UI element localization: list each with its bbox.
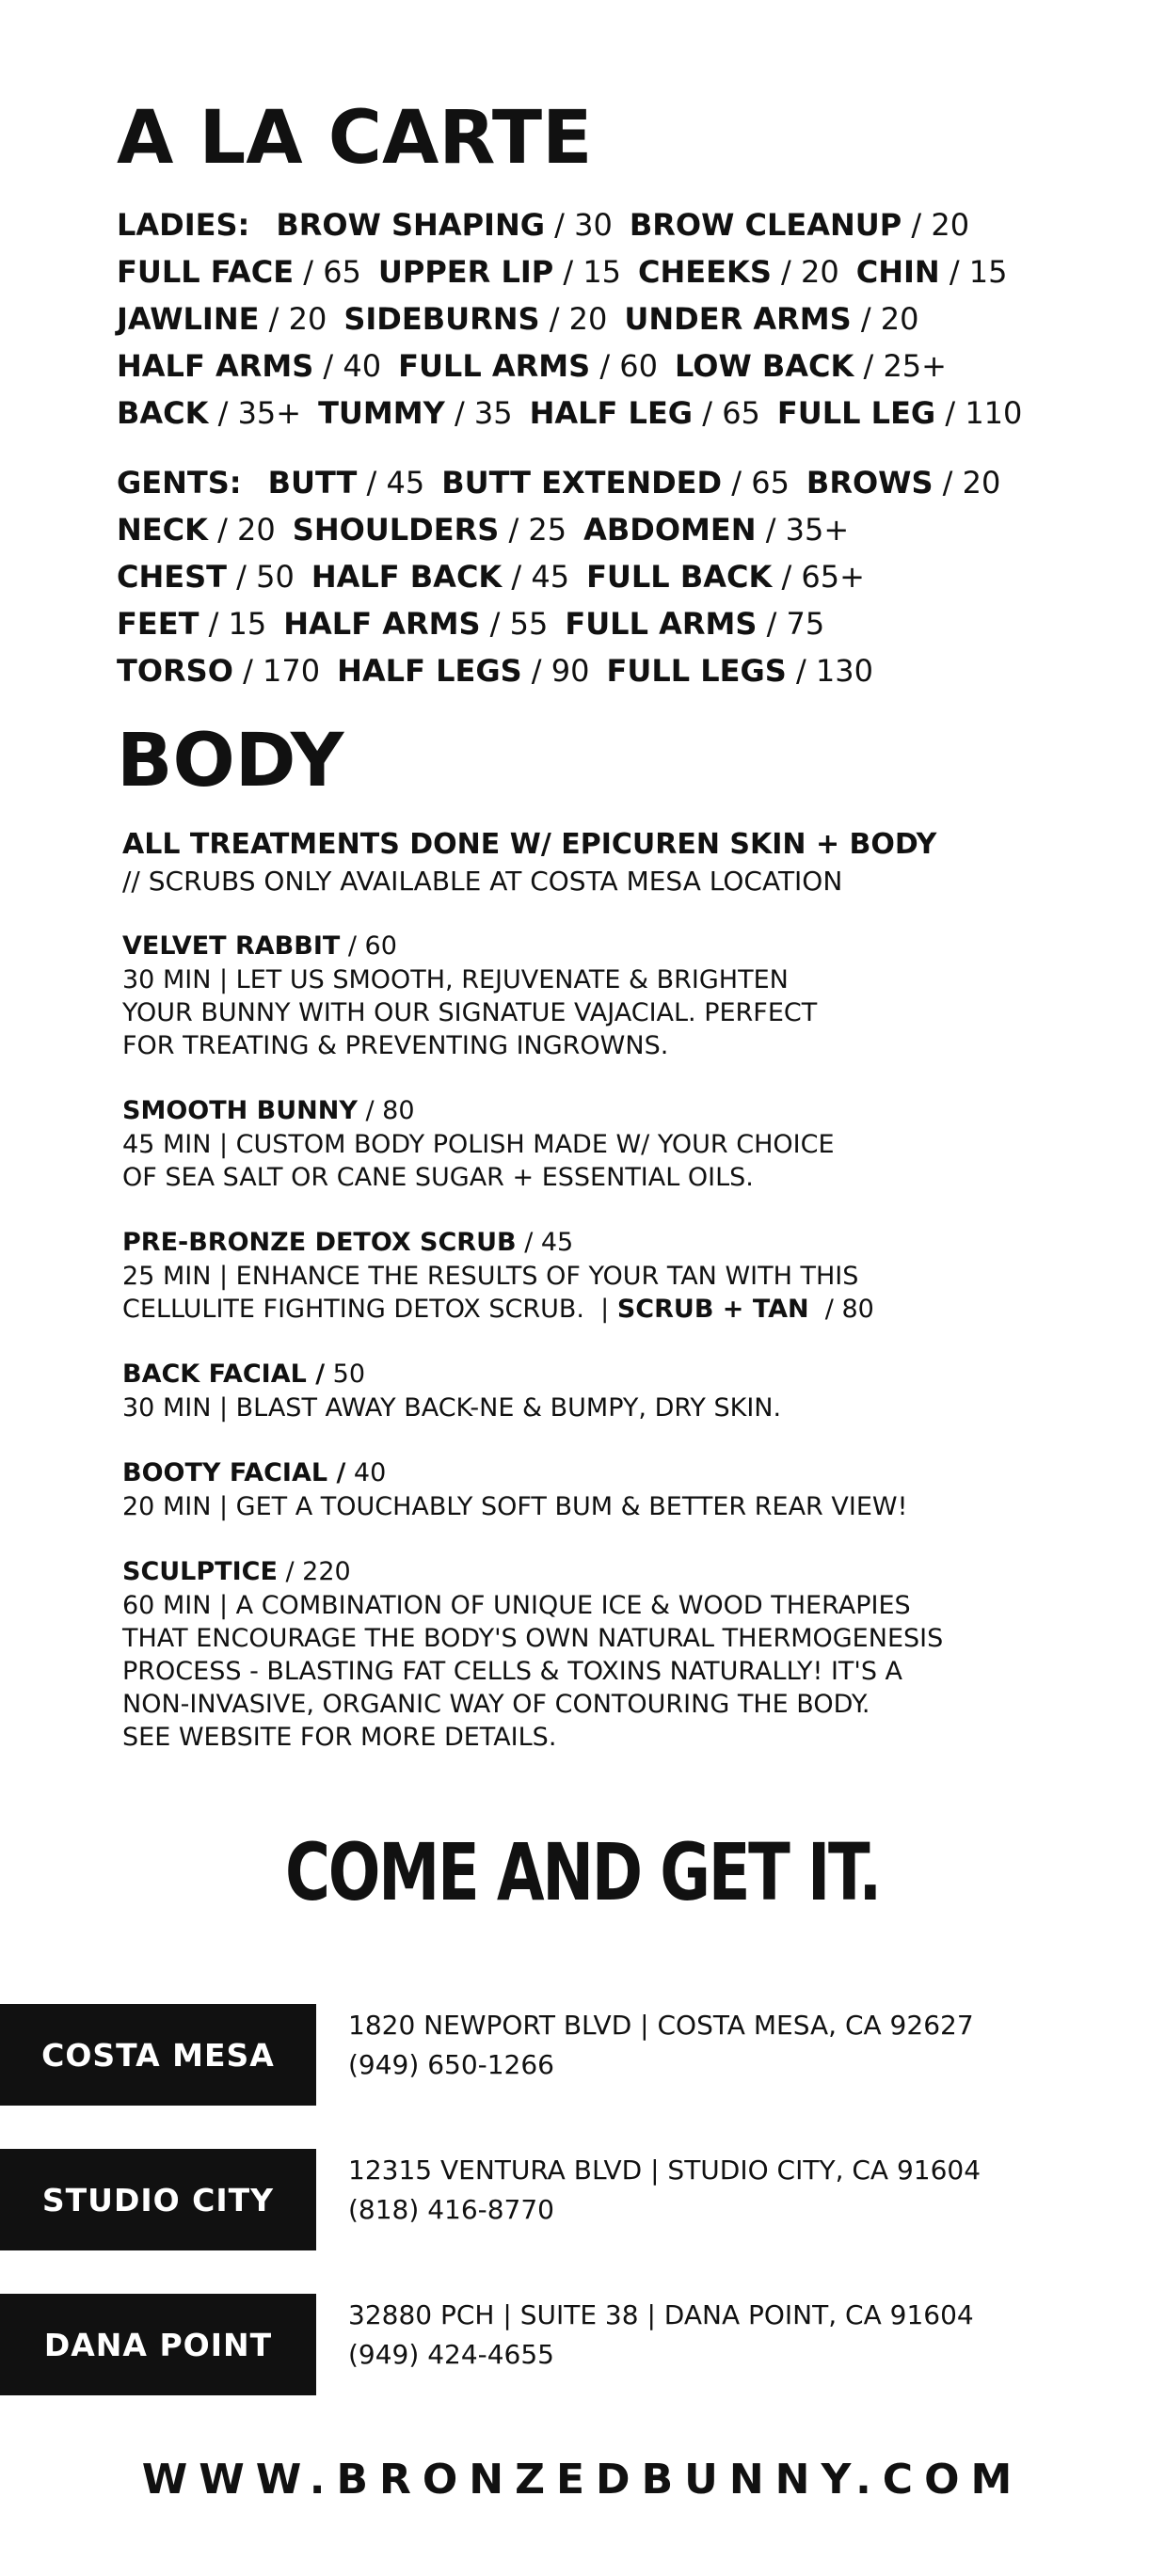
treatment-heading <box>122 1456 1063 1490</box>
location-costa-mesa <box>0 2004 1165 2107</box>
location-phone[interactable]: (949) 424-4655 <box>348 2339 554 2370</box>
price-item <box>378 254 621 290</box>
price-item <box>606 653 873 689</box>
location-address: 12315 VENTURA BLVD | STUDIO CITY, CA 91604 <box>348 2155 981 2186</box>
treatment-description: NON-INVASIVE, ORGANIC WAY OF CONTOURING THE BODY. <box>122 1690 870 1719</box>
treatment-heading <box>122 1358 1063 1391</box>
treatment-heading <box>122 1555 1063 1589</box>
location-studio-city <box>0 2149 1165 2252</box>
treatment-price: / 60 <box>340 931 397 961</box>
item-name: BROWS <box>806 465 934 501</box>
item-price: / 130 <box>786 653 873 689</box>
location-phone[interactable]: (949) 650-1266 <box>348 2049 554 2080</box>
location-phone[interactable]: (818) 416-8770 <box>348 2194 554 2225</box>
location-info <box>348 2006 974 2085</box>
price-item <box>311 559 569 595</box>
item-name: BROW SHAPING <box>276 207 545 243</box>
item-name: CHEST <box>117 559 227 595</box>
treatment-name: BOOTY FACIAL / <box>122 1458 346 1487</box>
body-intro-heading: ALL TREATMENTS DONE W/ EPICUREN SKIN + BODY <box>122 828 937 861</box>
body-title: BODY <box>117 719 344 803</box>
treatment-price: / 45 <box>516 1228 574 1257</box>
item-name: FULL ARMS <box>398 348 591 384</box>
item-price: / 50 <box>227 559 295 595</box>
price-item <box>283 606 548 642</box>
treatment-name: SCULPTICE <box>122 1557 278 1586</box>
price-line <box>117 390 1095 437</box>
website-link[interactable]: WWW.BRONZEDBUNNY.COM <box>141 2456 1024 2504</box>
price-item <box>530 395 760 431</box>
item-name: FULL LEGS <box>606 653 787 689</box>
item-price: / 110 <box>935 395 1023 431</box>
price-item <box>318 395 513 431</box>
item-price: / 60 <box>590 348 658 384</box>
body-intro-note: // SCRUBS ONLY AVAILABLE AT COSTA MESA LOCATION <box>122 866 843 897</box>
treatment-heading <box>122 930 1063 963</box>
price-line <box>117 506 1095 553</box>
item-price: / 65+ <box>772 559 865 595</box>
price-item <box>117 301 327 337</box>
item-price: / 35+ <box>208 395 302 431</box>
price-item <box>638 254 839 290</box>
treatment-description: THAT ENCOURAGE THE BODY'S OWN NATURAL THERMOGENESIS <box>122 1624 944 1653</box>
price-item <box>343 301 607 337</box>
item-name: UNDER ARMS <box>624 301 852 337</box>
price-item <box>398 348 658 384</box>
addon-price: / 80 <box>808 1295 874 1324</box>
price-item <box>583 512 849 548</box>
location-name-badge: DANA POINT <box>0 2294 316 2395</box>
item-price: / 15 <box>553 254 622 290</box>
item-price: / 20 <box>851 301 919 337</box>
location-address: 1820 NEWPORT BLVD | COSTA MESA, CA 92627 <box>348 2010 974 2041</box>
treatment-name: BACK FACIAL / <box>122 1360 326 1389</box>
treatment-price: 50 <box>325 1360 366 1389</box>
price-item <box>630 207 969 243</box>
item-price: / 65 <box>722 465 790 501</box>
body-treatments <box>122 826 1063 1786</box>
item-name: BUTT <box>267 465 358 501</box>
price-line <box>117 459 1095 506</box>
treatment-description: SEE WEBSITE FOR MORE DETAILS. <box>122 1723 557 1752</box>
item-price: / 25+ <box>854 348 947 384</box>
price-item <box>117 395 301 431</box>
price-item <box>586 559 865 595</box>
price-line <box>117 248 1095 295</box>
price-item <box>276 207 613 243</box>
item-name: FEET <box>117 606 199 642</box>
item-price: / 20 <box>259 301 327 337</box>
price-line <box>117 295 1095 342</box>
price-item <box>117 254 361 290</box>
treatment-description: PROCESS - BLASTING FAT CELLS & TOXINS NATURALLY! IT'S A <box>122 1657 903 1686</box>
item-price: / 20 <box>539 301 608 337</box>
item-price: / 170 <box>232 653 321 689</box>
treatment-name: VELVET RABBIT <box>122 931 341 961</box>
price-line <box>117 647 1095 694</box>
treatment-description: 60 MIN | A COMBINATION OF UNIQUE ICE & WOOD THERAPIES <box>122 1591 911 1620</box>
price-item <box>293 512 567 548</box>
item-price: / 20 <box>933 465 1001 501</box>
item-name: HALF LEGS <box>337 653 522 689</box>
item-name: HALF LEG <box>529 395 694 431</box>
price-item <box>441 465 790 501</box>
gents-price-list <box>117 459 1095 694</box>
item-name: HALF ARMS <box>283 606 481 642</box>
price-line <box>117 553 1095 600</box>
location-info <box>348 2296 974 2375</box>
treatment-description: OF SEA SALT OR CANE SUGAR + ESSENTIAL OILS. <box>122 1163 754 1192</box>
price-line <box>117 201 1095 248</box>
treatment-heading <box>122 1226 1063 1260</box>
item-price: / 45 <box>502 559 570 595</box>
location-dana-point <box>0 2294 1165 2397</box>
item-name: FULL ARMS <box>565 606 758 642</box>
item-name: SHOULDERS <box>292 512 500 548</box>
treatment-price: 40 <box>345 1458 387 1487</box>
treatment-description: 20 MIN | GET A TOUCHABLY SOFT BUM & BETTER REAR VIEW! <box>122 1492 908 1521</box>
description-text: CELLULITE FIGHTING DETOX SCRUB. | <box>122 1295 617 1324</box>
price-item <box>117 512 276 548</box>
ladies-prefix: LADIES: <box>117 207 250 243</box>
item-name: FULL BACK <box>586 559 773 595</box>
item-name: LOW BACK <box>674 348 854 384</box>
item-name: FULL FACE <box>117 254 295 290</box>
item-name: BROW CLEANUP <box>629 207 902 243</box>
gents-prefix: GENTS: <box>117 465 242 501</box>
treatment-item <box>122 1358 1063 1424</box>
item-name: TORSO <box>117 653 233 689</box>
price-item <box>117 348 381 384</box>
item-price: / 45 <box>357 465 425 501</box>
item-price: / 15 <box>939 254 1008 290</box>
treatment-price: / 220 <box>277 1557 351 1586</box>
price-item <box>624 301 918 337</box>
treatment-name: PRE-BRONZE DETOX SCRUB <box>122 1228 517 1257</box>
price-item <box>675 348 947 384</box>
item-name: BACK <box>117 395 209 431</box>
price-item <box>117 559 295 595</box>
item-price: / 35+ <box>756 512 850 548</box>
treatment-item <box>122 930 1063 1062</box>
tagline: COME AND GET IT. <box>285 1826 880 1918</box>
treatment-list <box>122 930 1063 1754</box>
price-line <box>117 600 1095 647</box>
treatment-description: 45 MIN | CUSTOM BODY POLISH MADE W/ YOUR CHOICE <box>122 1130 835 1159</box>
treatment-description: FOR TREATING & PREVENTING INGROWNS. <box>122 1031 669 1060</box>
price-line <box>117 342 1095 390</box>
treatment-description: 30 MIN | BLAST AWAY BACK-NE & BUMPY, DRY SKIN. <box>122 1393 782 1423</box>
item-name: SIDEBURNS <box>343 301 540 337</box>
item-price: / 65 <box>693 395 760 431</box>
item-name: JAWLINE <box>117 301 260 337</box>
item-name: CHEEKS <box>638 254 772 290</box>
price-item <box>856 254 1008 290</box>
treatment-heading <box>122 1094 1063 1128</box>
treatment-name: SMOOTH BUNNY <box>122 1096 358 1125</box>
item-name: TUMMY <box>318 395 445 431</box>
treatment-item <box>122 1094 1063 1194</box>
price-item <box>806 465 1000 501</box>
price-item <box>777 395 1022 431</box>
alacarte-title: A LA CARTE <box>117 96 593 181</box>
ladies-price-list <box>117 201 1095 437</box>
item-name: FULL LEG <box>776 395 936 431</box>
item-name: CHIN <box>855 254 940 290</box>
item-price: / 25 <box>499 512 567 548</box>
treatment-item <box>122 1226 1063 1326</box>
item-price: / 15 <box>199 606 267 642</box>
item-price: / 20 <box>207 512 276 548</box>
item-price: / 20 <box>902 207 970 243</box>
price-item <box>117 606 266 642</box>
item-price: / 20 <box>771 254 839 290</box>
item-price: / 75 <box>757 606 825 642</box>
item-name: NECK <box>117 512 208 548</box>
item-name: ABDOMEN <box>583 512 757 548</box>
location-name-badge: COSTA MESA <box>0 2004 316 2106</box>
item-name: BUTT EXTENDED <box>441 465 723 501</box>
location-name-badge: STUDIO CITY <box>0 2149 316 2250</box>
item-name: HALF ARMS <box>117 348 314 384</box>
treatment-description: 30 MIN | LET US SMOOTH, REJUVENATE & BRIGHTEN <box>122 965 789 994</box>
item-price: / 65 <box>294 254 361 290</box>
treatment-item <box>122 1555 1063 1754</box>
price-item <box>117 653 320 689</box>
treatment-description: 25 MIN | ENHANCE THE RESULTS OF YOUR TAN WITH THIS <box>122 1262 859 1291</box>
treatment-item <box>122 1456 1063 1523</box>
item-price: / 90 <box>521 653 590 689</box>
treatment-description: YOUR BUNNY WITH OUR SIGNATUE VAJACIAL. PERFECT <box>122 998 818 1027</box>
price-item <box>268 465 425 501</box>
treatment-price: / 80 <box>357 1096 415 1125</box>
item-name: UPPER LIP <box>377 254 554 290</box>
item-price: / 30 <box>545 207 613 243</box>
price-item <box>337 653 589 689</box>
location-address: 32880 PCH | SUITE 38 | DANA POINT, CA 91604 <box>348 2299 974 2330</box>
addon-name: SCRUB + TAN <box>616 1295 809 1324</box>
price-item <box>565 606 824 642</box>
treatment-description <box>122 1293 1063 1326</box>
item-price: / 55 <box>480 606 549 642</box>
item-price: / 35 <box>444 395 513 431</box>
item-price: / 40 <box>313 348 382 384</box>
location-info <box>348 2151 981 2230</box>
item-name: HALF BACK <box>311 559 503 595</box>
